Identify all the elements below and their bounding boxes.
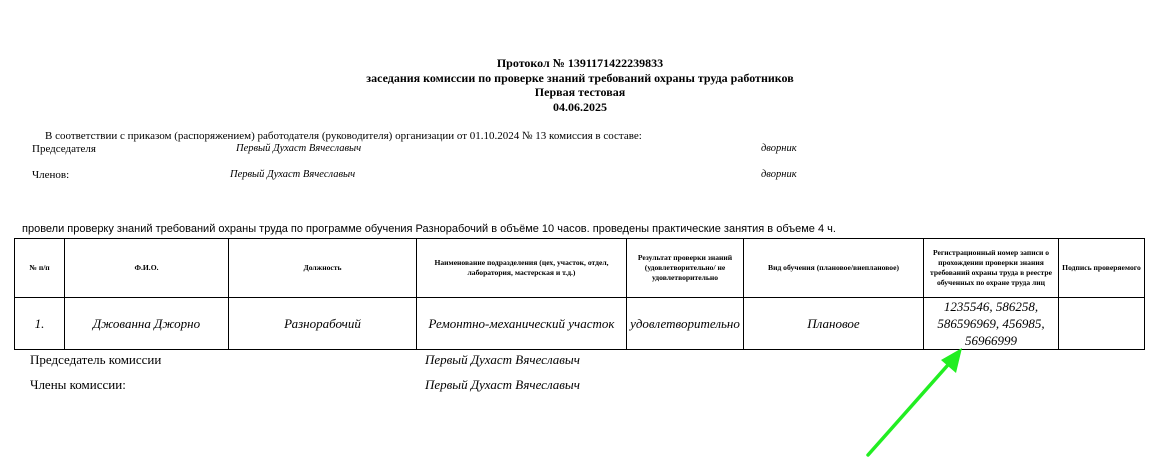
cell-department: Ремонтно-механический участок — [417, 298, 627, 350]
footer-chairman-name: Первый Духаст Вячеславыч — [425, 352, 580, 367]
chairman-name: Первый Духаст Вячеславыч — [236, 143, 362, 154]
chairman-position: дворник — [761, 143, 797, 154]
protocol-name: Первая тестовая — [534, 85, 626, 99]
header-department: Наименование подразделения (цех, участок, отдел, лаборатория, мастерская и т.д.) — [417, 239, 627, 298]
footer-members-label: Члены комиссии: — [30, 377, 126, 392]
cell-num: 1. — [15, 298, 65, 350]
arrow-shaft — [868, 357, 955, 455]
header-training: Вид обучения (плановое/внеплановое) — [744, 239, 924, 298]
cell-position: Разнорабочий — [229, 298, 417, 350]
members-position: дворник — [761, 169, 797, 180]
intro-text: В соответствии с приказом (распоряжением) работодателя (руководителя) организации от 01.10.2024 № 13 комиссия в составе: — [45, 130, 642, 142]
members-name: Первый Духаст Вячеславыч — [230, 169, 356, 180]
header-num: № п/п — [15, 239, 65, 298]
cell-result: удовлетворительно — [627, 298, 744, 350]
members-label: Членов: — [32, 169, 70, 181]
header-position: Должность — [229, 239, 417, 298]
footer-members-name: Первый Духаст Вячеславыч — [425, 377, 580, 392]
program-text: провели проверку знаний требований охраны труда по программе обучения Разнорабочий в объёме 10 часов. проведены практические занятия в объеме 4 ч. — [22, 223, 836, 235]
footer-chairman-label: Председатель комиссии — [30, 352, 162, 367]
protocol-date: 04.06.2025 — [553, 99, 607, 114]
protocol-subtitle: заседания комиссии по проверке знаний требований охраны труда работников — [366, 70, 794, 85]
header-signature: Подпись проверяемого — [1059, 239, 1145, 298]
header-result: Результат проверки знаний (удовлетворительно/ не удовлетворительно — [627, 239, 744, 298]
header-reg-number: Регистрационный номер записи о прохождении проверки знания требований охраны труда в реестре обученных по охране труда лиц — [924, 239, 1059, 298]
cell-fio: Джованна Джорно — [65, 298, 229, 350]
chairman-label: Председателя — [32, 143, 96, 155]
header-fio: Ф.И.О. — [65, 239, 229, 298]
cell-reg-number: 1235546, 586258, 586596969, 456985, 56966999 — [924, 298, 1059, 350]
cell-training: Плановое — [744, 298, 924, 350]
protocol-title: Протокол № 1391171422239833 — [496, 56, 664, 70]
